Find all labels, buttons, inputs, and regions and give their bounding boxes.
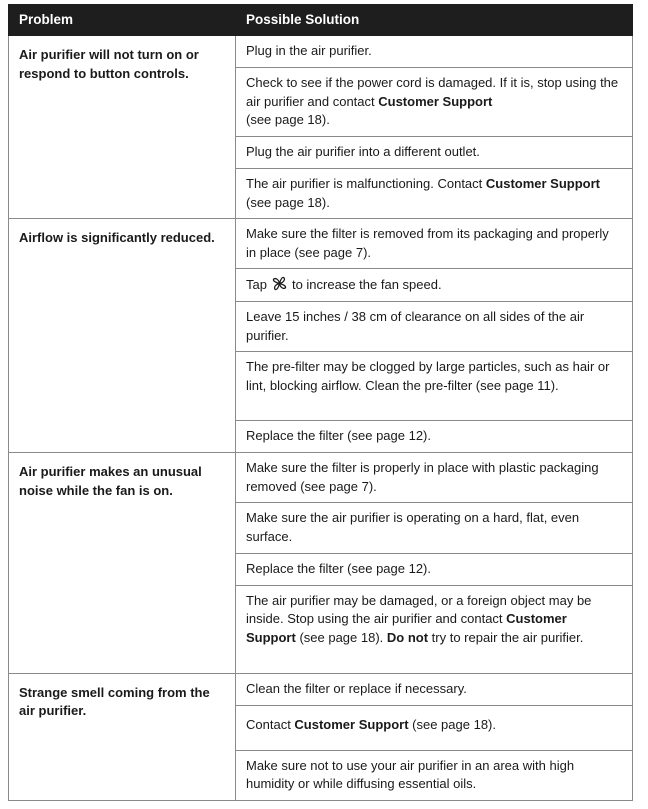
troubleshooting-table xyxy=(8,4,633,801)
solution-cell: Plug in the air purifier. xyxy=(236,36,633,68)
solution-cell: Check to see if the power cord is damaged. If it is, stop using the air purifier and contact Customer Support (see page 18). xyxy=(236,68,633,137)
solution-cell: Tap to increase the fan speed. xyxy=(236,269,633,302)
problem-cell: Air purifier will not turn on or respond to button controls. xyxy=(9,36,236,219)
solution-cell: Plug the air purifier into a different outlet. xyxy=(236,137,633,169)
solution-cell: Make sure the air purifier is operating on a hard, flat, even surface. xyxy=(236,503,633,553)
table-row xyxy=(9,673,633,705)
solution-cell: Leave 15 inches / 38 cm of clearance on all sides of the air purifier. xyxy=(236,301,633,351)
solution-cell: The pre-filter may be clogged by large particles, such as hair or lint, blocking airflow. Clean the pre-filter (see page 11). xyxy=(236,352,633,421)
do-not-text: Do not xyxy=(386,629,429,645)
table-row xyxy=(9,219,633,269)
solution-cell: Clean the filter or replace if necessary. xyxy=(236,673,633,705)
problem-cell: Airflow is significantly reduced. xyxy=(9,219,236,453)
table-header-row xyxy=(9,5,633,36)
solution-cell: Replace the filter (see page 12). xyxy=(236,421,633,453)
problem-cell: Air purifier makes an unusual noise while the fan is on. xyxy=(9,453,236,673)
solution-cell: Make sure the filter is properly in place with plastic packaging removed (see page 7). xyxy=(236,453,633,503)
header-problem: Problem xyxy=(9,5,236,36)
customer-support-text: Customer Support xyxy=(485,176,601,191)
header-solution: Possible Solution xyxy=(236,5,633,36)
solution-cell: Replace the filter (see page 12). xyxy=(236,553,633,585)
solution-cell: Contact Customer Support (see page 18). xyxy=(236,705,633,750)
fan-icon xyxy=(271,275,288,292)
table-row xyxy=(9,453,633,503)
solution-cell: The air purifier is malfunctioning. Contact Customer Support (see page 18). xyxy=(236,169,633,219)
table-row xyxy=(9,36,633,68)
solution-cell: Make sure the filter is removed from its packaging and properly in place (see page 7). xyxy=(236,219,633,269)
solution-cell: The air purifier may be damaged, or a foreign object may be inside. Stop using the air purifier and contact Customer Support (see page 18). Do not try to repair the air purifier. xyxy=(236,585,633,673)
customer-support-text: Customer Support xyxy=(378,93,493,109)
customer-support-text: Customer Support xyxy=(246,611,567,645)
solution-cell: Make sure not to use your air purifier in an area with high humidity or while diffusing essential oils. xyxy=(236,750,633,800)
problem-cell: Strange smell coming from the air purifier. xyxy=(9,673,236,800)
customer-support-text: Customer Support xyxy=(294,716,409,732)
